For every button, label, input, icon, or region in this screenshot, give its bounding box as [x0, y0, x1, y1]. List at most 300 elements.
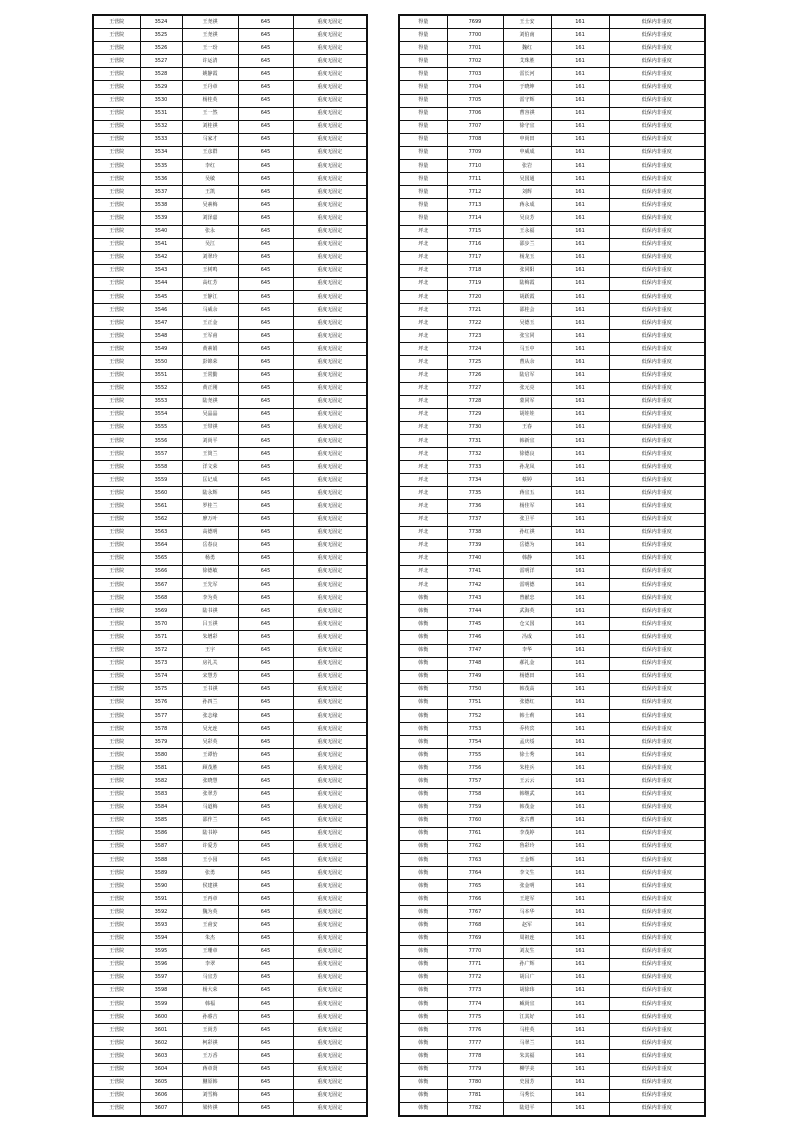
cell-area: 王营院 — [93, 395, 140, 408]
cell-category: 低保内非重度 — [609, 998, 705, 1011]
cell-category: 重度无固定 — [293, 709, 367, 722]
cell-category: 重度无固定 — [293, 421, 367, 434]
cell-category: 低保内非重度 — [609, 251, 705, 264]
cell-amount: 161 — [551, 382, 609, 395]
cell-amount: 161 — [551, 552, 609, 565]
table-row — [399, 435, 705, 448]
table-row — [399, 998, 705, 1011]
cell-id: 3557 — [140, 448, 182, 461]
cell-area: 坪北 — [399, 238, 447, 251]
cell-name: 吴良芳 — [503, 212, 551, 225]
cell-id: 7755 — [447, 749, 503, 762]
table-row — [399, 42, 705, 55]
table-row — [93, 801, 367, 814]
cell-amount: 645 — [238, 736, 293, 749]
cell-amount: 645 — [238, 186, 293, 199]
cell-category: 低保内非重度 — [609, 1102, 705, 1116]
cell-id: 3592 — [140, 906, 182, 919]
table-row — [93, 854, 367, 867]
cell-name: 宋慧芳 — [182, 670, 238, 683]
cell-area: 王营院 — [93, 277, 140, 290]
cell-area: 王营院 — [93, 644, 140, 657]
cell-category: 低保内非重度 — [609, 670, 705, 683]
cell-name: 雷长河 — [503, 68, 551, 81]
cell-id: 3597 — [140, 971, 182, 984]
cell-category: 重度无固定 — [293, 1024, 367, 1037]
table-row — [93, 723, 367, 736]
cell-category: 低保内非重度 — [609, 474, 705, 487]
cell-id: 7732 — [447, 448, 503, 461]
cell-name: 周祖连 — [503, 932, 551, 945]
cell-area: 王营院 — [93, 631, 140, 644]
cell-amount: 645 — [238, 867, 293, 880]
cell-name: 吴江 — [182, 238, 238, 251]
cell-category: 低保内非重度 — [609, 971, 705, 984]
cell-name: 杨大荣 — [182, 984, 238, 997]
cell-category: 重度无固定 — [293, 395, 367, 408]
cell-category: 低保内非重度 — [609, 120, 705, 133]
cell-area: 王营院 — [93, 605, 140, 618]
cell-amount: 161 — [551, 421, 609, 434]
cell-id: 3563 — [140, 526, 182, 539]
cell-amount: 645 — [238, 1102, 293, 1116]
cell-amount: 161 — [551, 670, 609, 683]
table-row — [399, 971, 705, 984]
cell-amount: 645 — [238, 212, 293, 225]
table-row — [399, 500, 705, 513]
table-row — [399, 749, 705, 762]
cell-category: 重度无固定 — [293, 945, 367, 958]
cell-category: 重度无固定 — [293, 107, 367, 120]
cell-amount: 645 — [238, 435, 293, 448]
table-row — [399, 474, 705, 487]
cell-name: 刘翠玲 — [182, 251, 238, 264]
cell-id: 3530 — [140, 94, 182, 107]
table-row — [399, 696, 705, 709]
cell-name: 马道梅 — [182, 801, 238, 814]
cell-amount: 161 — [551, 1050, 609, 1063]
cell-area: 得量 — [399, 94, 447, 107]
cell-area: 王营院 — [93, 1063, 140, 1076]
table-row — [399, 173, 705, 186]
cell-amount: 645 — [238, 290, 293, 303]
cell-amount: 645 — [238, 919, 293, 932]
cell-name: 王谭怡 — [182, 749, 238, 762]
cell-category: 重度无固定 — [293, 867, 367, 880]
cell-name: 吴敏 — [182, 173, 238, 186]
table-row — [93, 1024, 367, 1037]
cell-category: 低保内非重度 — [609, 919, 705, 932]
table-row — [399, 448, 705, 461]
cell-id: 7716 — [447, 238, 503, 251]
cell-name: 侯建祺 — [182, 880, 238, 893]
cell-category: 低保内非重度 — [609, 225, 705, 238]
table-row — [93, 421, 367, 434]
cell-amount: 161 — [551, 696, 609, 709]
cell-category: 重度无固定 — [293, 958, 367, 971]
table-row — [93, 160, 367, 173]
table-row — [399, 644, 705, 657]
cell-amount: 645 — [238, 173, 293, 186]
cell-id: 3561 — [140, 500, 182, 513]
cell-amount: 645 — [238, 945, 293, 958]
cell-amount: 161 — [551, 1063, 609, 1076]
cell-category: 重度无固定 — [293, 801, 367, 814]
cell-amount: 161 — [551, 945, 609, 958]
left-table — [92, 14, 368, 1117]
table-row — [399, 840, 705, 853]
cell-id: 7745 — [447, 618, 503, 631]
cell-id: 7702 — [447, 55, 503, 68]
right-table-body — [399, 15, 705, 1116]
cell-area: 王营院 — [93, 893, 140, 906]
cell-name: 蒋宜五 — [503, 487, 551, 500]
cell-area: 王营院 — [93, 15, 140, 29]
cell-area: 王营院 — [93, 932, 140, 945]
cell-amount: 161 — [551, 304, 609, 317]
cell-area: 韩衡 — [399, 670, 447, 683]
table-row — [93, 552, 367, 565]
cell-area: 得量 — [399, 199, 447, 212]
table-row — [93, 500, 367, 513]
cell-amount: 161 — [551, 160, 609, 173]
cell-category: 重度无固定 — [293, 290, 367, 303]
cell-name: 陆启军 — [503, 369, 551, 382]
cell-category: 低保内非重度 — [609, 1076, 705, 1089]
cell-name: 梁传祺 — [182, 1102, 238, 1116]
cell-category: 低保内非重度 — [609, 107, 705, 120]
cell-id: 3525 — [140, 29, 182, 42]
cell-category: 重度无固定 — [293, 382, 367, 395]
cell-category: 低保内非重度 — [609, 801, 705, 814]
cell-amount: 161 — [551, 1037, 609, 1050]
cell-id: 7769 — [447, 932, 503, 945]
cell-area: 得量 — [399, 212, 447, 225]
cell-id: 7731 — [447, 435, 503, 448]
cell-id: 3599 — [140, 998, 182, 1011]
cell-id: 3574 — [140, 670, 182, 683]
cell-id: 7772 — [447, 971, 503, 984]
cell-amount: 645 — [238, 1076, 293, 1089]
cell-amount: 645 — [238, 277, 293, 290]
cell-name: 马本华 — [503, 906, 551, 919]
cell-area: 得量 — [399, 107, 447, 120]
cell-id: 3576 — [140, 696, 182, 709]
cell-id: 7740 — [447, 552, 503, 565]
cell-area: 坪北 — [399, 304, 447, 317]
cell-id: 3527 — [140, 55, 182, 68]
cell-id: 3580 — [140, 749, 182, 762]
cell-id: 3560 — [140, 487, 182, 500]
cell-amount: 645 — [238, 893, 293, 906]
cell-amount: 161 — [551, 1089, 609, 1102]
cell-id: 7775 — [447, 1011, 503, 1024]
cell-id: 7782 — [447, 1102, 503, 1116]
cell-name: 吴国通 — [503, 173, 551, 186]
table-row — [399, 552, 705, 565]
cell-area: 韩衡 — [399, 592, 447, 605]
cell-amount: 645 — [238, 421, 293, 434]
cell-area: 韩衡 — [399, 1011, 447, 1024]
cell-id: 7734 — [447, 474, 503, 487]
cell-name: 王甫安 — [182, 919, 238, 932]
table-row — [93, 683, 367, 696]
cell-area: 王营院 — [93, 788, 140, 801]
cell-name: 王士安 — [503, 15, 551, 29]
cell-id: 7706 — [447, 107, 503, 120]
table-row — [93, 107, 367, 120]
cell-id: 3548 — [140, 330, 182, 343]
cell-amount: 161 — [551, 592, 609, 605]
cell-amount: 161 — [551, 539, 609, 552]
cell-amount: 645 — [238, 1050, 293, 1063]
cell-id: 7780 — [447, 1076, 503, 1089]
cell-amount: 645 — [238, 1024, 293, 1037]
cell-name: 朱杰 — [182, 932, 238, 945]
table-row — [399, 343, 705, 356]
table-row — [93, 68, 367, 81]
cell-amount: 161 — [551, 487, 609, 500]
cell-area: 坪北 — [399, 539, 447, 552]
cell-id: 7712 — [447, 186, 503, 199]
cell-area: 王营院 — [93, 186, 140, 199]
cell-amount: 161 — [551, 238, 609, 251]
cell-name: 高红芳 — [182, 277, 238, 290]
cell-amount: 645 — [238, 500, 293, 513]
cell-area: 坪北 — [399, 500, 447, 513]
cell-name: 王带祺 — [182, 421, 238, 434]
table-row — [93, 526, 367, 539]
cell-category: 重度无固定 — [293, 618, 367, 631]
cell-area: 王营院 — [93, 736, 140, 749]
cell-name: 陆进平 — [503, 1102, 551, 1116]
cell-name: 赵军 — [503, 919, 551, 932]
cell-area: 韩衡 — [399, 788, 447, 801]
table-row — [399, 984, 705, 997]
cell-id: 3524 — [140, 15, 182, 29]
cell-name: 吴晶晶 — [182, 408, 238, 421]
table-row — [399, 893, 705, 906]
cell-amount: 645 — [238, 15, 293, 29]
cell-area: 王营院 — [93, 55, 140, 68]
cell-amount: 645 — [238, 984, 293, 997]
cell-amount: 645 — [238, 160, 293, 173]
cell-amount: 161 — [551, 984, 609, 997]
cell-area: 王营院 — [93, 801, 140, 814]
cell-area: 坪北 — [399, 461, 447, 474]
cell-amount: 161 — [551, 317, 609, 330]
cell-area: 得量 — [399, 68, 447, 81]
cell-amount: 645 — [238, 487, 293, 500]
cell-name: 朱增彩 — [182, 631, 238, 644]
cell-category: 低保内非重度 — [609, 893, 705, 906]
cell-name: 王珊章 — [182, 945, 238, 958]
cell-category: 重度无固定 — [293, 225, 367, 238]
cell-area: 王营院 — [93, 133, 140, 146]
cell-name: 王万香 — [182, 1050, 238, 1063]
cell-category: 低保内非重度 — [609, 421, 705, 434]
table-row — [93, 1089, 367, 1102]
cell-id: 7705 — [447, 94, 503, 107]
cell-name: 徐守宜 — [503, 120, 551, 133]
table-row — [399, 15, 705, 29]
cell-name: 黄素娟 — [182, 343, 238, 356]
cell-area: 坪北 — [399, 513, 447, 526]
cell-amount: 645 — [238, 369, 293, 382]
cell-amount: 161 — [551, 618, 609, 631]
cell-area: 得量 — [399, 81, 447, 94]
cell-category: 重度无固定 — [293, 526, 367, 539]
table-row — [399, 186, 705, 199]
cell-name: 黄正刚 — [182, 382, 238, 395]
table-row — [93, 709, 367, 722]
cell-amount: 645 — [238, 998, 293, 1011]
cell-area: 韩衡 — [399, 618, 447, 631]
cell-id: 7723 — [447, 330, 503, 343]
cell-category: 低保内非重度 — [609, 264, 705, 277]
cell-id: 3546 — [140, 304, 182, 317]
cell-id: 7719 — [447, 277, 503, 290]
cell-amount: 161 — [551, 998, 609, 1011]
cell-id: 7781 — [447, 1089, 503, 1102]
cell-category: 低保内非重度 — [609, 854, 705, 867]
cell-category: 低保内非重度 — [609, 749, 705, 762]
cell-category: 低保内非重度 — [609, 330, 705, 343]
cell-name: 马翠兰 — [503, 1037, 551, 1050]
cell-id: 7752 — [447, 709, 503, 722]
cell-category: 重度无固定 — [293, 880, 367, 893]
cell-area: 王营院 — [93, 304, 140, 317]
cell-area: 王营院 — [93, 81, 140, 94]
cell-category: 重度无固定 — [293, 1076, 367, 1089]
cell-amount: 645 — [238, 199, 293, 212]
cell-id: 3526 — [140, 42, 182, 55]
cell-id: 3600 — [140, 1011, 182, 1024]
cell-amount: 645 — [238, 526, 293, 539]
cell-id: 7771 — [447, 958, 503, 971]
cell-id: 7767 — [447, 906, 503, 919]
cell-category: 重度无固定 — [293, 513, 367, 526]
cell-id: 3551 — [140, 369, 182, 382]
cell-id: 3531 — [140, 107, 182, 120]
cell-name: 王彦群 — [182, 146, 238, 159]
cell-id: 7760 — [447, 814, 503, 827]
cell-category: 重度无固定 — [293, 971, 367, 984]
table-row — [399, 919, 705, 932]
cell-category: 低保内非重度 — [609, 618, 705, 631]
cell-category: 低保内非重度 — [609, 945, 705, 958]
cell-category: 低保内非重度 — [609, 605, 705, 618]
cell-amount: 645 — [238, 264, 293, 277]
table-row — [93, 749, 367, 762]
table-row — [93, 277, 367, 290]
cell-area: 韩衡 — [399, 683, 447, 696]
cell-category: 低保内非重度 — [609, 526, 705, 539]
table-row — [399, 238, 705, 251]
cell-name: 刘尚平 — [182, 435, 238, 448]
cell-name: 孙睿吉 — [182, 1011, 238, 1024]
cell-category: 重度无固定 — [293, 356, 367, 369]
cell-id: 3529 — [140, 81, 182, 94]
cell-area: 王营院 — [93, 657, 140, 670]
cell-id: 7735 — [447, 487, 503, 500]
table-row — [399, 605, 705, 618]
table-row — [399, 592, 705, 605]
cell-area: 王营院 — [93, 199, 140, 212]
cell-amount: 161 — [551, 893, 609, 906]
table-row — [93, 356, 367, 369]
cell-name: 李华 — [503, 644, 551, 657]
cell-name: 王筒兰 — [182, 448, 238, 461]
cell-amount: 161 — [551, 395, 609, 408]
cell-category: 重度无固定 — [293, 199, 367, 212]
cell-category: 重度无固定 — [293, 55, 367, 68]
table-row — [93, 395, 367, 408]
table-row — [93, 539, 367, 552]
cell-area: 王营院 — [93, 107, 140, 120]
cell-amount: 645 — [238, 343, 293, 356]
cell-id: 3565 — [140, 552, 182, 565]
cell-category: 低保内非重度 — [609, 133, 705, 146]
table-row — [93, 448, 367, 461]
table-row — [93, 880, 367, 893]
cell-area: 王营院 — [93, 356, 140, 369]
cell-area: 王营院 — [93, 696, 140, 709]
cell-category: 低保内非重度 — [609, 709, 705, 722]
cell-category: 重度无固定 — [293, 186, 367, 199]
cell-category: 低保内非重度 — [609, 1011, 705, 1024]
table-row — [399, 408, 705, 421]
cell-area: 韩衡 — [399, 958, 447, 971]
cell-category: 重度无固定 — [293, 788, 367, 801]
table-row — [93, 932, 367, 945]
cell-id: 7754 — [447, 736, 503, 749]
cell-category: 重度无固定 — [293, 435, 367, 448]
cell-amount: 161 — [551, 880, 609, 893]
cell-amount: 161 — [551, 68, 609, 81]
cell-area: 韩衡 — [399, 1089, 447, 1102]
cell-amount: 645 — [238, 120, 293, 133]
cell-id: 7728 — [447, 395, 503, 408]
cell-name: 刘友生 — [503, 945, 551, 958]
cell-area: 韩衡 — [399, 1063, 447, 1076]
cell-amount: 645 — [238, 631, 293, 644]
cell-id: 7743 — [447, 592, 503, 605]
cell-name: 张同阳 — [503, 264, 551, 277]
cell-category: 重度无固定 — [293, 81, 367, 94]
cell-area: 王营院 — [93, 435, 140, 448]
cell-name: 许爱芳 — [182, 840, 238, 853]
table-row — [399, 107, 705, 120]
cell-area: 韩衡 — [399, 840, 447, 853]
table-row — [93, 382, 367, 395]
cell-category: 低保内非重度 — [609, 592, 705, 605]
cell-id: 3556 — [140, 435, 182, 448]
cell-id: 3605 — [140, 1076, 182, 1089]
table-row — [399, 1089, 705, 1102]
cell-amount: 645 — [238, 317, 293, 330]
cell-category: 低保内非重度 — [609, 238, 705, 251]
cell-id: 7699 — [447, 15, 503, 29]
cell-category: 重度无固定 — [293, 500, 367, 513]
cell-amount: 645 — [238, 68, 293, 81]
table-row — [399, 212, 705, 225]
cell-id: 3587 — [140, 840, 182, 853]
cell-name: 申威成 — [503, 146, 551, 159]
cell-category: 低保内非重度 — [609, 984, 705, 997]
cell-area: 得量 — [399, 55, 447, 68]
table-row — [399, 120, 705, 133]
